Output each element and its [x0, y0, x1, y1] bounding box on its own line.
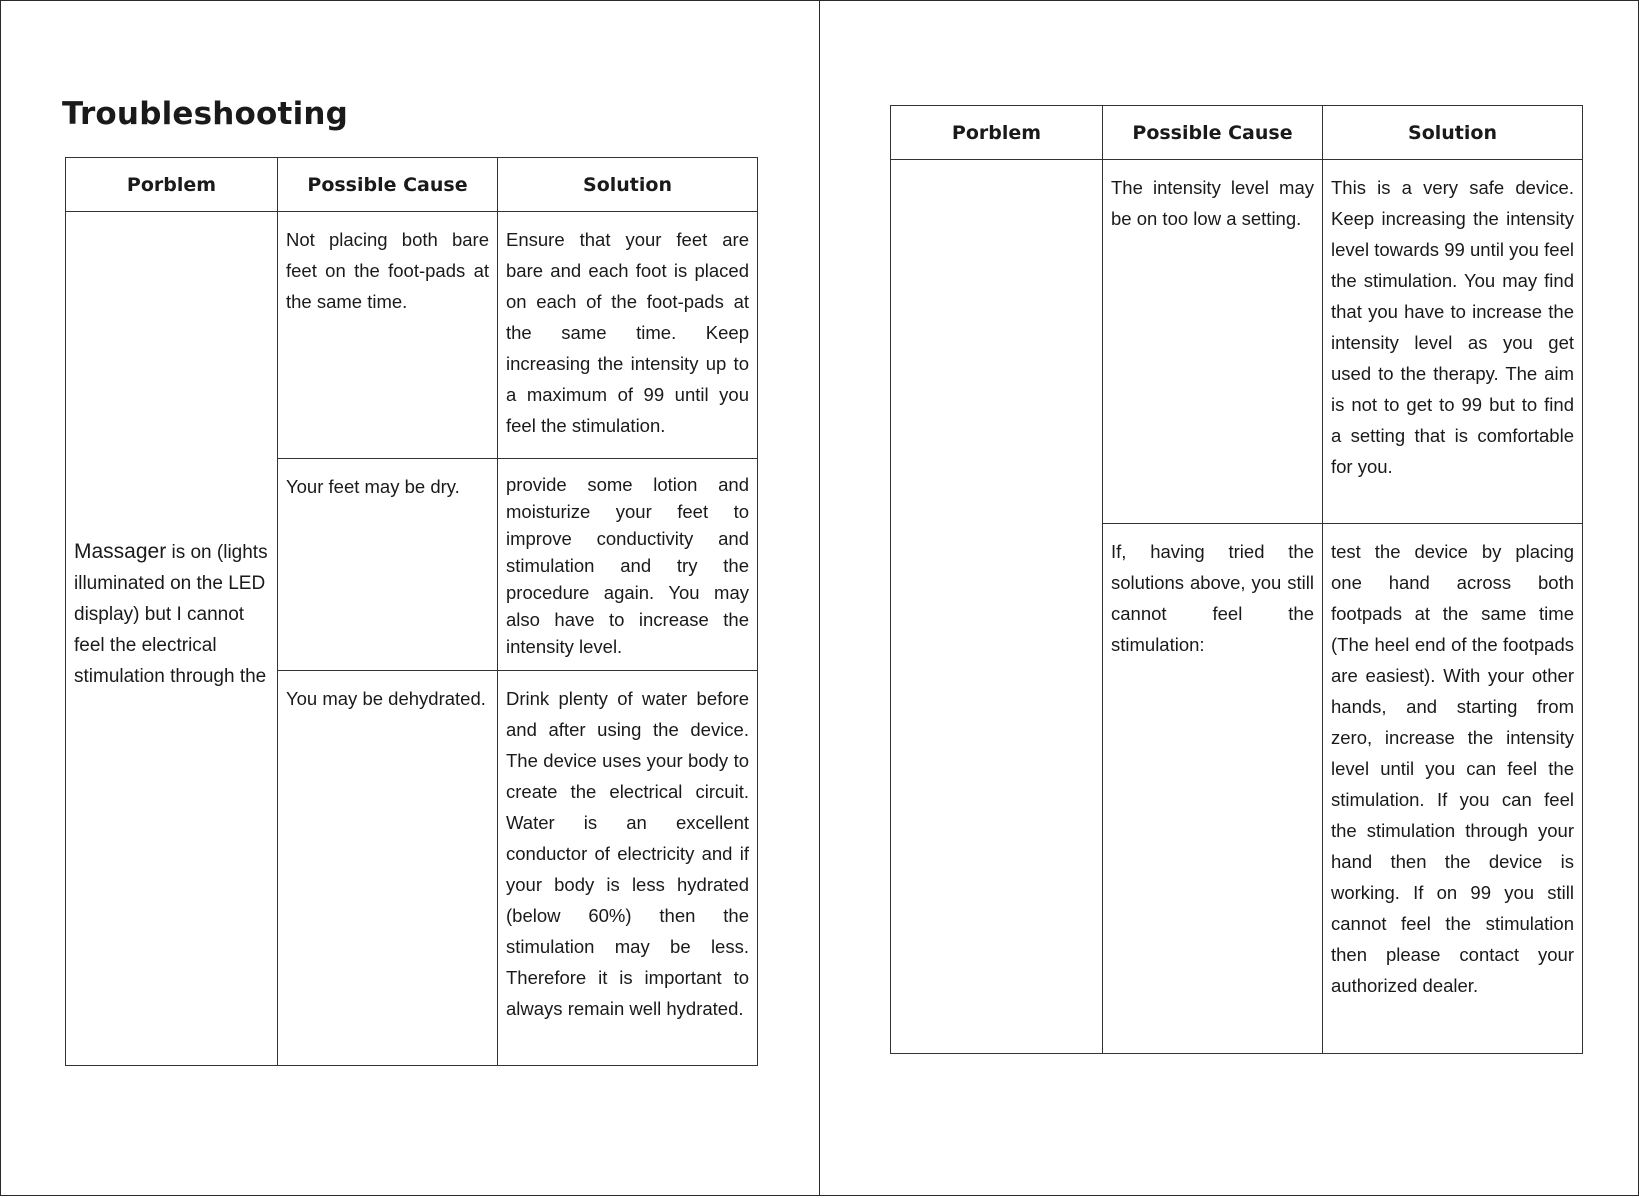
table-row — [66, 212, 758, 459]
troubleshooting-table-right — [890, 105, 1583, 1054]
header-problem: Porblem — [66, 158, 278, 212]
page-title: Troubleshooting — [62, 96, 349, 132]
solution-cell: Ensure that your feet are bare and each foot is placed on each of the foot-pads at the same time. Keep increasing the intensity up to a maximum of 99 until you feel the stimulation. — [498, 212, 758, 459]
header-possible-cause: Possible Cause — [278, 158, 498, 212]
table-row — [891, 160, 1583, 524]
troubleshooting-table-left — [65, 157, 758, 1066]
problem-rest: is on (lights illuminated on the LED display) but I cannot feel the electrical stimulation through the — [74, 541, 268, 687]
cause-cell: Not placing both bare feet on the foot-pads at the same time. — [278, 212, 498, 459]
header-possible-cause: Possible Cause — [1103, 106, 1323, 160]
cause-cell: Your feet may be dry. — [278, 459, 498, 671]
solution-cell: test the device by placing one hand across both footpads at the same time (The heel end of the footpads are easiest). With your other hands, and starting from zero, increase the intensity level until you can feel the stimulation. If you can feel the stimulation through your hand then the device is working. If on 99 you still cannot feel the stimulation then please contact your authorized dealer. — [1323, 524, 1583, 1054]
solution-cell: provide some lotion and moisturize your feet to improve conductivity and stimulation and try the procedure again. You may also have to increase the intensity level. — [498, 459, 758, 671]
problem-cell — [891, 160, 1103, 1054]
cause-cell: If, having tried the solutions above, you still cannot feel the stimulation: — [1103, 524, 1323, 1054]
problem-lead: Massager — [74, 539, 167, 563]
problem-text — [66, 536, 277, 692]
header-solution: Solution — [1323, 106, 1583, 160]
header-solution: Solution — [498, 158, 758, 212]
table-header-row — [891, 106, 1583, 160]
problem-cell — [66, 212, 278, 1066]
cause-cell: You may be dehydrated. — [278, 671, 498, 1066]
header-problem: Porblem — [891, 106, 1103, 160]
solution-cell: Drink plenty of water before and after using the device. The device uses your body to create the electrical circuit. Water is an excellent conductor of electricity and if your body is less hydrated (below 60%) then the stimulation may be less. Therefore it is important to always remain well hydrated. — [498, 671, 758, 1066]
solution-cell: This is a very safe device. Keep increasing the intensity level towards 99 until you feel the stimulation. You may find that you have to increase the intensity level as you get used to the therapy. The aim is not to get to 99 but to find a setting that is comfortable for you. — [1323, 160, 1583, 524]
table-header-row — [66, 158, 758, 212]
cause-cell: The intensity level may be on too low a setting. — [1103, 160, 1323, 524]
